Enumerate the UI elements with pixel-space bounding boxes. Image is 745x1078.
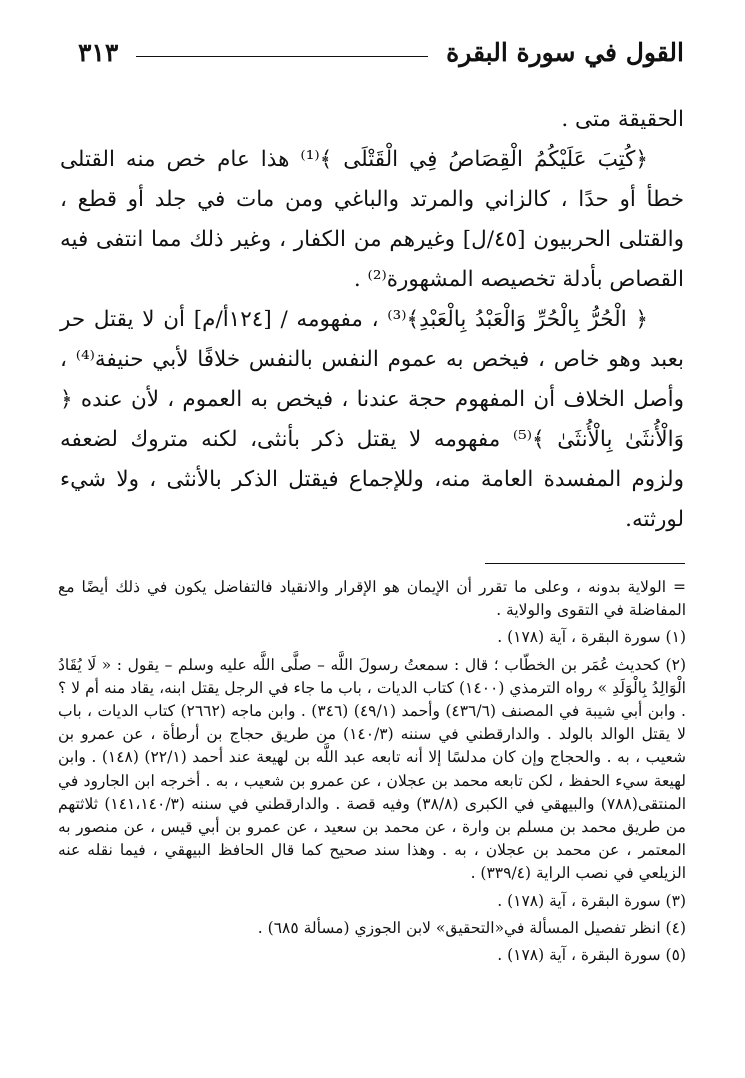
paragraph: الحقيقة متى . (561, 107, 684, 132)
footnote: (٤) انظر تفصيل المسألة في«التحقيق» لابن الجوزي (مسألة ٦٨٥) . (257, 918, 686, 937)
page-number: ٣١٣ (78, 37, 119, 67)
page-header (78, 32, 684, 72)
running-title: القول في سورة البقرة (446, 37, 684, 67)
footnote: = الولاية بدونه ، وعلى ما تقرر أن الإيمان هو الإقرار والانقياد فالتفاضل يكون في ذلك أيضًا مع المفاضلة في التقوى والولاية . (58, 578, 686, 620)
paragraph: ﴿ الْحُرُّ بِالْحُرِّ وَالْعَبْدُ بِالْعَبْدِ﴾⁽³⁾ ، مفهومه / [١٢٤أ/م] أن لا يقتل حر بعبد وهو خاص ، فيخص به عموم النفس بالنفس خلافًا لأبي حنيفة⁽⁴⁾ ، وأصل الخلاف أن المفهوم حجة عندنا ، فيخص به العموم ، لأن عنده ﴿ وَالْأُنثَىٰ بِالْأُنثَىٰ ﴾⁽⁵⁾ مفهومه لا يقتل ذكر بأنثى، لكنه متروك لضعفه ولزوم المفسدة العامة منه، وللإجماع فيقتل الذكر بالأنثى ، ولا شيء لورثته. (60, 307, 685, 532)
paragraph: ﴿كُتِبَ عَلَيْكُمُ الْقِصَاصُ فِي الْقَتْلَى ﴾⁽¹⁾ هذا عام خص منه القتلى خطأ أو حدًا ، كالزاني والمرتد والباغي ومن مات في جلد أو قطع ، والقتلى الحربيون [٤٥/ل] وغيرهم من الكفار ، وغير ذلك مما انتفى فيه القصاص بأدلة تخصيصه المشهورة⁽²⁾ . (60, 147, 684, 292)
footnote: (٣) سورة البقرة ، آية (١٧٨) . (497, 891, 686, 910)
footnote: (١) سورة البقرة ، آية (١٧٨) . (497, 628, 686, 647)
header-rule (136, 56, 428, 57)
main-text (60, 100, 684, 540)
footnote-divider (485, 563, 685, 564)
footnote: (٢) كحديث عُمَر بن الخطّاب ؛ قال : سمعتُ رسولَ اللَّه – صلَّى اللَّه عليه وسلم – يقول : « لَا يُقَادُ الْوَالِدُ بِالْوَلَدِ » رواه الترمذي (١٤٠٠) كتاب الديات ، باب ما جاء في الرجل يقتل ابنه، يقاد منه أم لا ؟ . وابن أبي شيبة في المصنف (٤٣٦/٦) وأحمد (٤٩/١) (٣٤٦) . وابن ماجه (٢٦٦٢) كتاب الديات ، باب لا يقتل الوالد بالولد . والدارقطني في سننه (١٤٠/٣) من طريق حجاج بن أرطأة ، عن عمرو بن شعيب ، به . والحجاج وإن كان مدلسًا إلا أنه تابعه عبد اللَّه بن لهيعة عند أحمد (٢٢/١) (١٤٨) . وابن لهيعة سيء الحفظ ، لكن تابعه محمد بن عجلان ، عن عمرو بن شعيب ، به . أخرجه ابن الجارود في المنتقى(٧٨٨) والبيهقي في الكبرى (٣٨/٨) وفيه قصة . والدارقطني في سننه (١٤١،١٤٠/٣) ثلاثتهم من طريق محمد بن مسلم بن وارة ، عن محمد بن سعيد ، عن عمرو بن أبي قيس ، عن منصور به المعتمر ، عن محمد بن عجلان ، به . وهذا سند صحيح كما قال الحافظ البيهقي ، فيما نقله عنه الزيلعي في نصب الراية (٣٣٩/٤) . (58, 655, 687, 883)
footnotes (58, 576, 686, 967)
footnote: (٥) سورة البقرة ، آية (١٧٨) . (497, 946, 686, 965)
